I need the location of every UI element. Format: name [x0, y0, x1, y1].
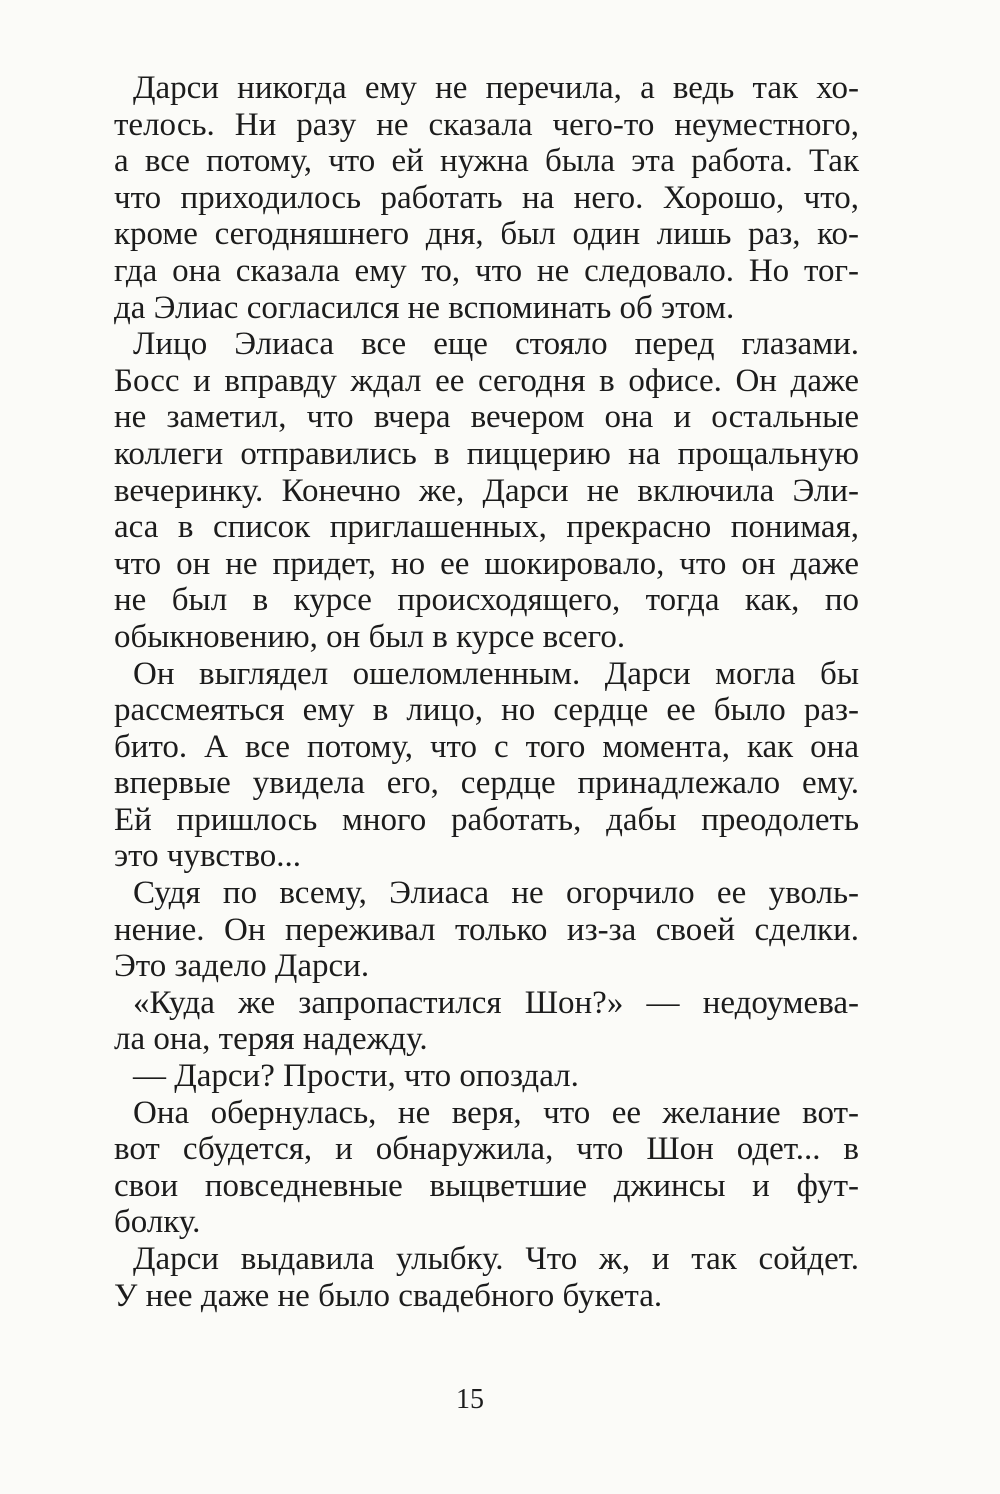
page-number-label: 15 — [456, 1384, 484, 1415]
text-line: это чувство... — [114, 838, 302, 875]
text-line: бито. А все потому, что с того момента, как она — [114, 728, 859, 765]
text-line: Дарси никогда ему не перечила, а ведь так хо- — [133, 70, 859, 106]
text-line: — Дарси? Прости, что опоздал. — [133, 1058, 579, 1095]
page-number — [0, 1384, 940, 1416]
text-line: Она обернулась, не веря, что ее желание вот- — [133, 1094, 859, 1131]
text-line: Это задело Дарси. — [114, 948, 370, 985]
text-line: не был в курсе происходящего, тогда как, по — [114, 582, 859, 619]
text-line: «Куда же запропастился Шон?» — недоумева- — [133, 984, 859, 1021]
body-text — [114, 70, 859, 1314]
text-line: что приходилось работать на него. Хорошо, что, — [114, 179, 859, 216]
text-line: аса в список приглашенных, прекрасно понимая, — [114, 509, 859, 546]
text-line: У нее даже не было свадебного букета. — [114, 1277, 663, 1314]
text-line: Дарси выдавила улыбку. Что ж, и так сойдет. — [133, 1241, 859, 1277]
text-line: кроме сегодняшнего дня, был один лишь раз, ко- — [114, 216, 859, 253]
text-line: что он не придет, но ее шокировало, что он даже — [114, 545, 859, 582]
text-line: а все потому, что ей нужна была эта работа. Так — [114, 143, 859, 180]
text-line: Ей пришлось много работать, дабы преодолеть — [114, 801, 859, 838]
text-line: ла она, теряя надежду. — [114, 1021, 428, 1058]
text-line: Босс и вправду ждал ее сегодня в офисе. Он даже — [114, 362, 859, 399]
text-line: Лицо Элиаса все еще стояло перед глазами. — [133, 326, 859, 363]
text-line: коллеги отправились в пиццерию на прощальную — [114, 435, 859, 472]
text-line: вечеринку. Конечно же, Дарси не включила Эли- — [114, 472, 859, 509]
text-line: болку. — [114, 1204, 201, 1241]
text-line: да Элиас согласился не вспоминать об этом. — [114, 289, 735, 326]
text-line: рассмеяться ему в лицо, но сердце ее было раз- — [114, 692, 859, 729]
text-line: Судя по всему, Элиаса не огорчило ее уволь- — [133, 875, 859, 912]
text-line: не заметил, что вчера вечером она и остальные — [114, 399, 859, 436]
text-line: нение. Он переживал только из-за своей сделки. — [114, 911, 859, 948]
text-line: Он выглядел ошеломленным. Дарси могла бы — [133, 655, 859, 692]
text-line: впервые увидела его, сердце принадлежало ему. — [114, 765, 859, 802]
text-line: телось. Ни разу не сказала чего-то неуместного, — [114, 106, 859, 143]
text-line: гда она сказала ему то, что не следовало. Но тог- — [114, 252, 859, 289]
text-line: обыкновению, он был в курсе всего. — [114, 618, 626, 655]
text-line: вот сбудется, и обнаружила, что Шон одет... в — [114, 1131, 859, 1168]
text-line: свои повседневные выцветшие джинсы и фут- — [114, 1167, 859, 1204]
